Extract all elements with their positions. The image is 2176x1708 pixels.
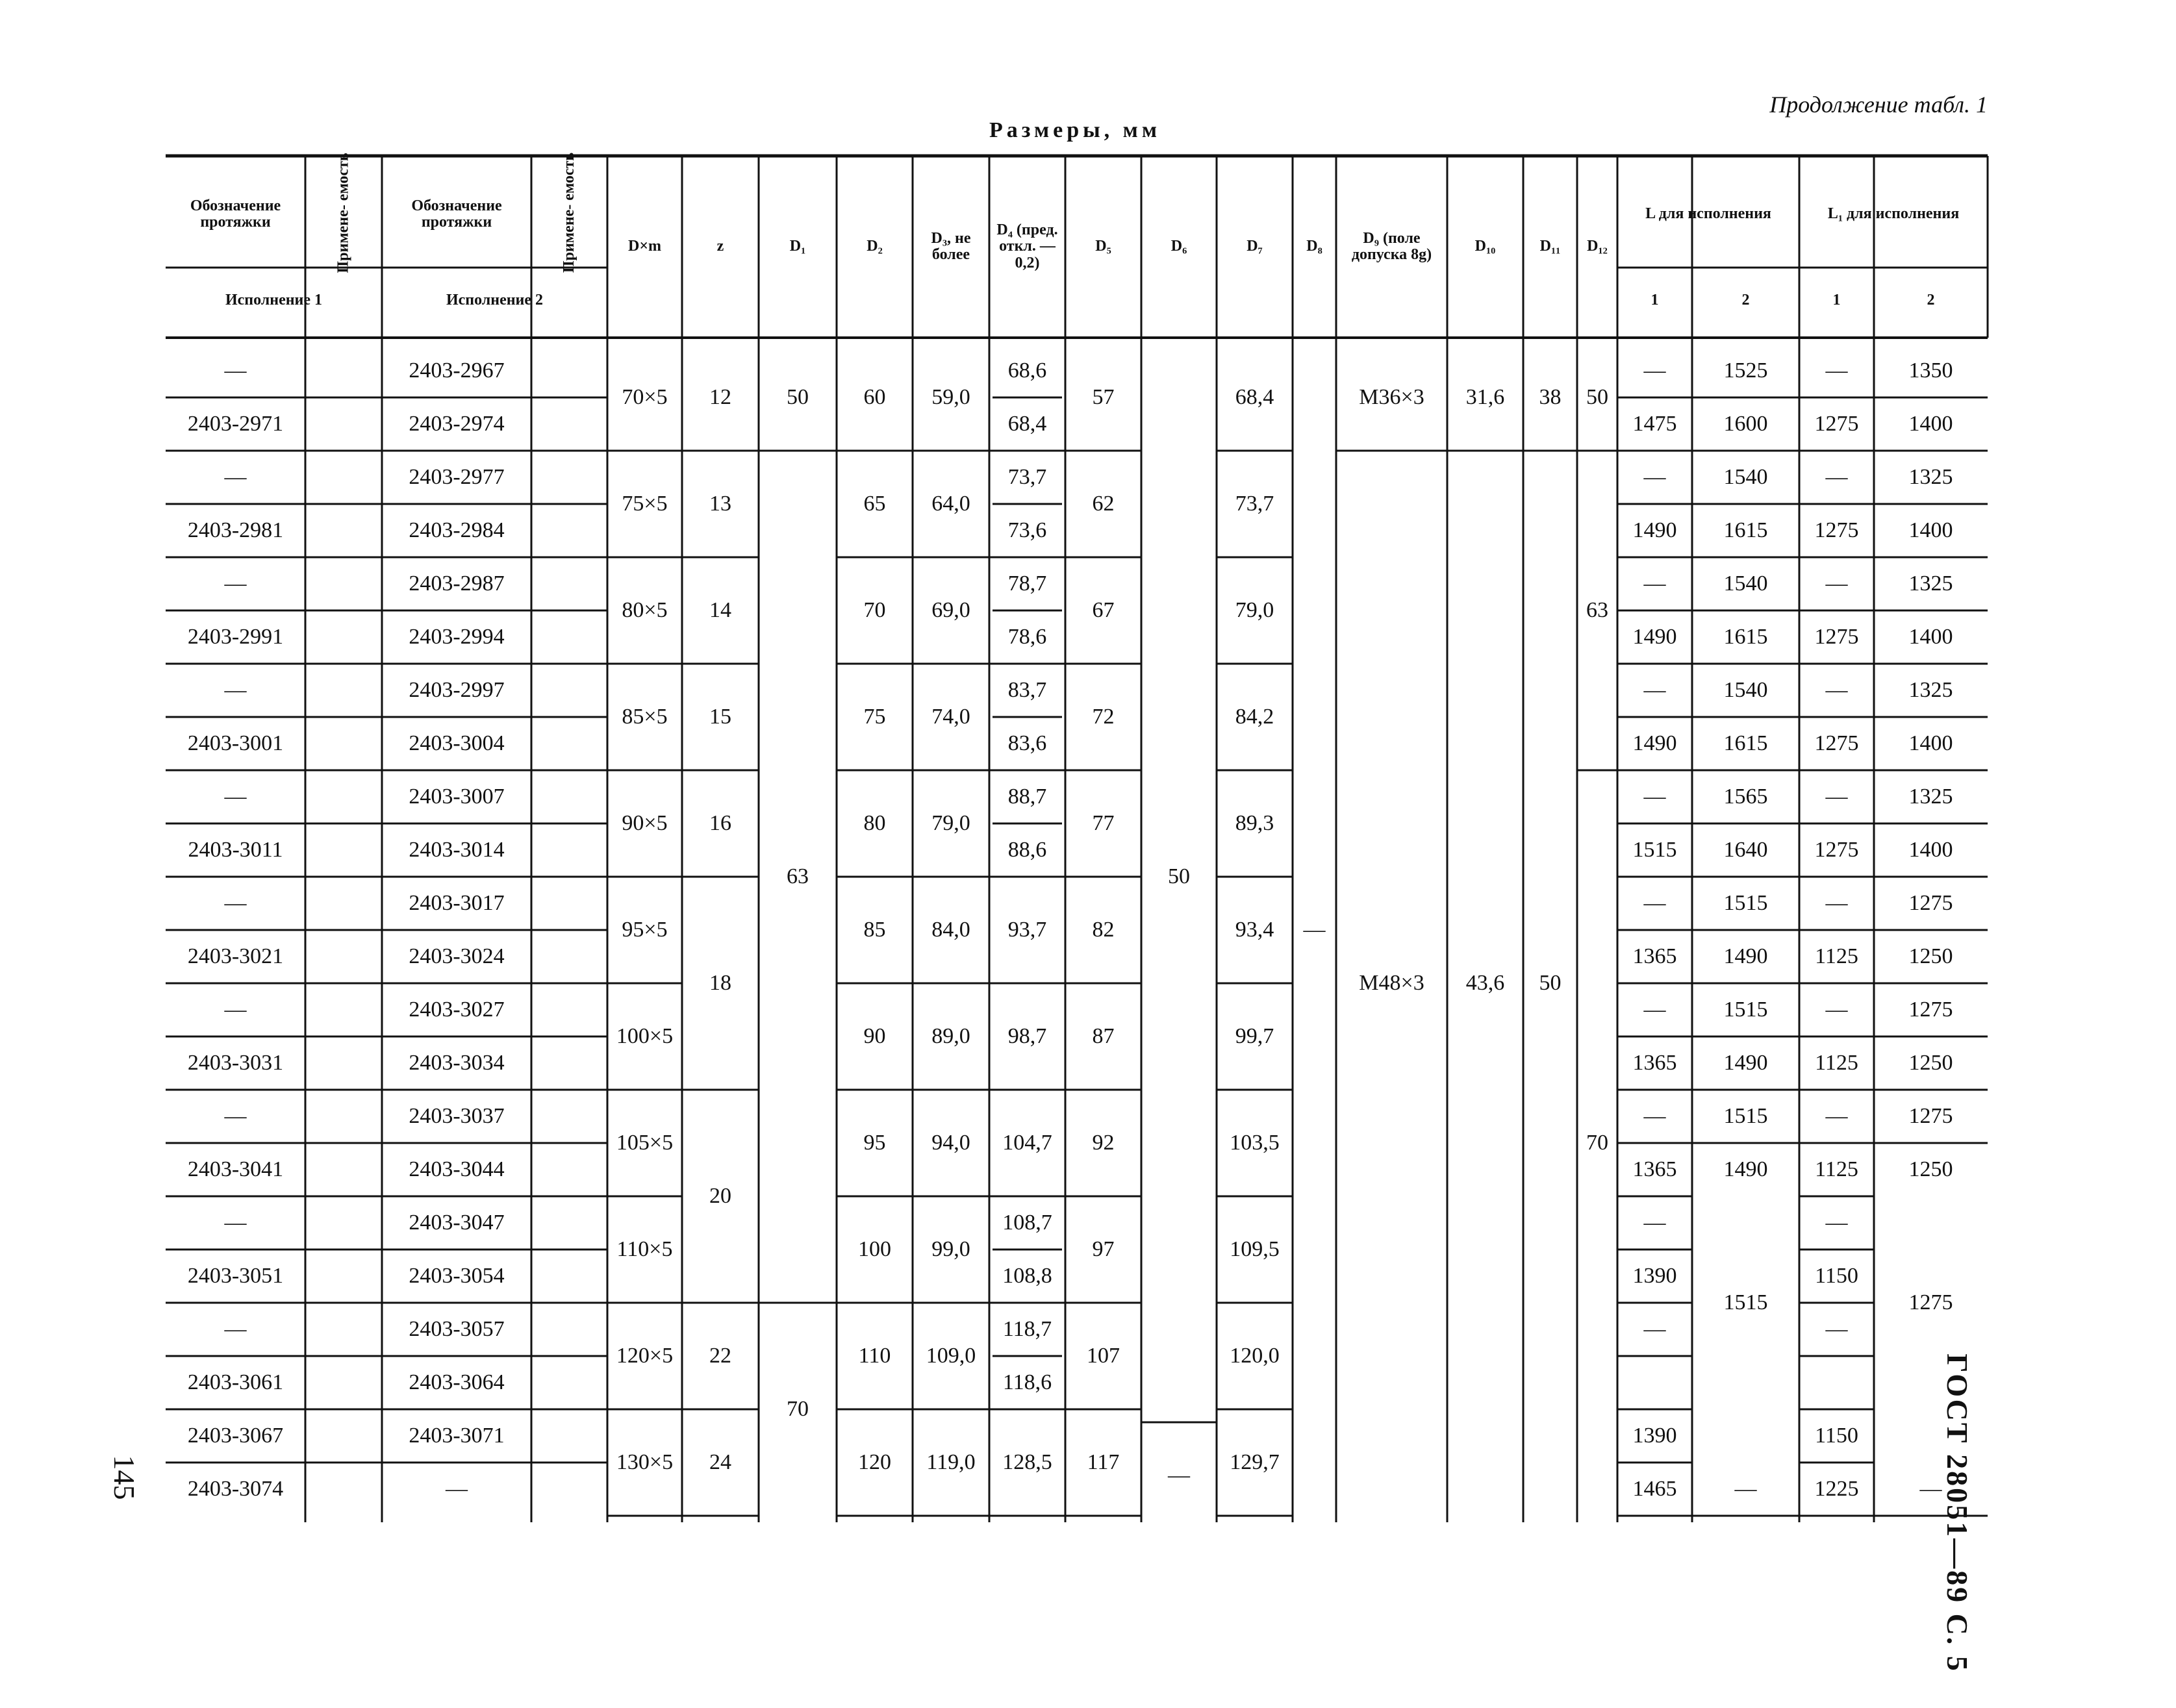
cell-execution-1: — xyxy=(224,891,247,915)
cell-execution-2: 2403-2987 xyxy=(409,571,505,596)
cell-l-exec-1: — xyxy=(1643,678,1666,702)
cell-dxm: 90×5 xyxy=(622,811,668,835)
cell-z-merged: 20 xyxy=(709,1184,731,1208)
cell-execution-1: 2403-3021 xyxy=(187,944,284,968)
d4-header: D₄ (пред. откл. —0,2) xyxy=(996,221,1058,271)
cell-d2: 75 xyxy=(863,705,886,729)
cell-l1-exec-1: 1275 xyxy=(1814,838,1859,862)
cell-d7: 99,7 xyxy=(1235,1024,1274,1048)
cell-execution-2: 2403-3027 xyxy=(409,998,505,1022)
cell-l-exec-2: 1515 xyxy=(1723,998,1768,1022)
cell-l1-exec-1: 1150 xyxy=(1815,1424,1858,1448)
cell-execution-1: 2403-2991 xyxy=(187,625,284,649)
cell-l1-exec-1: — xyxy=(1825,678,1848,702)
cell-l1-exec-2: 1250 xyxy=(1908,1157,1953,1181)
cell-execution-2: 2403-3024 xyxy=(409,944,505,968)
cell-execution-2: 2403-3004 xyxy=(409,731,505,755)
cell-l1-exec-1: 1275 xyxy=(1814,625,1859,649)
cell-l-exec-1: — xyxy=(1643,1317,1666,1341)
cell-d4: 88,6 xyxy=(1007,838,1047,862)
designation-header-2: Обозначение протяжки xyxy=(411,197,502,231)
cell-execution-2: 2403-3014 xyxy=(409,838,505,862)
cell-execution-2: 2403-3007 xyxy=(409,785,505,809)
cell-l-exec-2: 1490 xyxy=(1723,1157,1768,1181)
cell-l1-exec-1: — xyxy=(1825,571,1848,596)
cell-d2: 120 xyxy=(858,1450,891,1474)
d12-header: D₁₂ xyxy=(1587,238,1608,255)
cell-l1-exec-1: 1275 xyxy=(1814,518,1859,542)
cell-l-exec-1: 1515 xyxy=(1632,838,1677,862)
cell-d11-merged: 50 xyxy=(1539,971,1562,995)
cell-l1-exec-2: 1325 xyxy=(1908,571,1953,596)
cell-dxm: 75×5 xyxy=(622,492,668,516)
cell-dxm: 95×5 xyxy=(622,918,668,942)
cell-d4: 98,7 xyxy=(1007,1024,1047,1048)
cell-d3: 84,0 xyxy=(931,918,970,942)
cell-d3: 69,0 xyxy=(931,598,970,622)
cell-d1-merged: 63 xyxy=(787,864,809,888)
l1-header: L₁ для исполнения xyxy=(1827,205,1960,223)
cell-l1-exec-1: — xyxy=(1825,998,1848,1022)
cell-l-exec-1: — xyxy=(1643,785,1666,809)
cell-d5: 62 xyxy=(1092,492,1115,516)
cell-d4: 104,7 xyxy=(1002,1131,1052,1155)
cell-d7: 93,4 xyxy=(1235,918,1274,942)
cell-d3: 89,0 xyxy=(931,1024,970,1048)
cell-l1-exec-1: — xyxy=(1825,358,1848,383)
cell-d3: 64,0 xyxy=(931,492,970,516)
cell-l-exec-1: — xyxy=(1643,358,1666,383)
cell-d3: 79,0 xyxy=(931,811,970,835)
d10-header: D₁₀ xyxy=(1474,238,1496,255)
cell-d4: 73,7 xyxy=(1007,465,1047,489)
cell-d4: 83,7 xyxy=(1007,678,1047,702)
cell-l-exec-1: 1465 xyxy=(1632,1477,1677,1501)
cell-l1-exec-2: 1400 xyxy=(1908,625,1953,649)
cell-l1-exec-1: — xyxy=(1825,785,1848,809)
cell-l-exec-2: 1600 xyxy=(1723,412,1768,436)
cell-d2: 60 xyxy=(863,385,886,409)
cell-execution-2: 2403-2984 xyxy=(409,518,505,542)
cell-l1-exec-1: — xyxy=(1825,891,1848,915)
cell-d7: 120,0 xyxy=(1230,1344,1280,1368)
cell-dxm: 130×5 xyxy=(616,1450,674,1474)
cell-d5: 92 xyxy=(1092,1131,1115,1155)
standard-code: ГОСТ 28051—89 С. 5 xyxy=(1941,1353,1974,1673)
cell-d8-merged: — xyxy=(1303,918,1326,942)
cell-d2: 80 xyxy=(863,811,886,835)
cell-l-exec-2: 1615 xyxy=(1723,625,1768,649)
cell-d3: 109,0 xyxy=(926,1344,976,1368)
cell-execution-1: 2403-3051 xyxy=(187,1264,284,1288)
cell-l1-exec-2: 1250 xyxy=(1908,1051,1953,1075)
cell-d1-merged: 70 xyxy=(787,1397,809,1421)
cell-l1-exec-2: 1275 xyxy=(1908,998,1953,1022)
cell-dxm: 100×5 xyxy=(616,1024,674,1048)
cell-l-exec-2: 1540 xyxy=(1723,465,1768,489)
cell-execution-1: 2403-3041 xyxy=(187,1157,284,1181)
cell-d4: 128,5 xyxy=(1002,1450,1052,1474)
cell-execution-1: 2403-3061 xyxy=(187,1370,284,1394)
cell-execution-1: — xyxy=(224,785,247,809)
cell-d7: 103,5 xyxy=(1230,1131,1280,1155)
cell-execution-1: 2403-3074 xyxy=(187,1477,284,1501)
cell-d6-dash: — xyxy=(1168,1463,1190,1487)
cell-d2: 95 xyxy=(863,1131,886,1155)
d8-header: D₈ xyxy=(1306,238,1322,255)
page-number: 145 xyxy=(108,1455,141,1500)
cell-d7: 73,7 xyxy=(1235,492,1274,516)
d3-header: D₃, не более xyxy=(931,229,971,263)
cell-l-exec-2: 1615 xyxy=(1723,518,1768,542)
designation-header-1: Обозначение протяжки xyxy=(190,197,281,231)
cell-l-exec-1: 1365 xyxy=(1632,1051,1677,1075)
d7-header: D₇ xyxy=(1246,238,1263,255)
applicability-header-2: Примене- емость xyxy=(560,152,577,273)
l-header: L для исполнения xyxy=(1645,205,1771,223)
d1-header: D₁ xyxy=(789,238,806,255)
cell-execution-2: 2403-3017 xyxy=(409,891,505,915)
cell-d5: 117 xyxy=(1087,1450,1120,1474)
cell-l-exec-1: — xyxy=(1643,1211,1666,1235)
cell-d4: 78,6 xyxy=(1007,625,1047,649)
cell-l1-exec-2-merged: 1275 xyxy=(1908,1290,1953,1314)
cell-l-exec-1: 1475 xyxy=(1632,412,1677,436)
cell-execution-1: 2403-3001 xyxy=(187,731,284,755)
cell-z: 24 xyxy=(709,1450,731,1474)
cell-d5: 107 xyxy=(1087,1344,1120,1368)
cell-l1-exec-1: 1125 xyxy=(1815,1157,1858,1181)
d5-header: D₅ xyxy=(1095,238,1111,255)
cell-l-exec-2: 1615 xyxy=(1723,731,1768,755)
dimensions-title: Размеры, мм xyxy=(989,118,1161,142)
cell-l-exec-2: — xyxy=(1734,1477,1757,1501)
cell-l-exec-1: — xyxy=(1643,465,1666,489)
cell-execution-2: 2403-3047 xyxy=(409,1211,505,1235)
l-exec-1-header: 1 xyxy=(1651,291,1659,308)
cell-l1-exec-2: 1400 xyxy=(1908,838,1953,862)
cell-l1-exec-2: — xyxy=(1919,1477,1942,1501)
cell-l1-exec-2: 1325 xyxy=(1908,785,1953,809)
cell-d4: 73,6 xyxy=(1007,518,1047,542)
cell-d5: 72 xyxy=(1092,705,1115,729)
cell-d6-merged: 50 xyxy=(1168,864,1190,888)
cell-l1-exec-2: 1400 xyxy=(1908,412,1953,436)
cell-d5: 77 xyxy=(1092,811,1115,835)
d9-header: D₉ (поле допуска 8g) xyxy=(1351,229,1432,263)
cell-l1-exec-1: — xyxy=(1825,1104,1848,1128)
cell-execution-1: — xyxy=(224,998,247,1022)
cell-l1-exec-2: 1250 xyxy=(1908,944,1953,968)
cell-d12-merged: 50 xyxy=(1586,385,1608,409)
cell-z: 12 xyxy=(709,385,731,409)
cell-l-exec-2-merged: 1515 xyxy=(1723,1290,1768,1314)
cell-l-exec-2: 1490 xyxy=(1723,1051,1768,1075)
cell-l-exec-2: 1525 xyxy=(1723,358,1768,383)
cell-l-exec-2: 1515 xyxy=(1723,891,1768,915)
cell-l-exec-1: 1490 xyxy=(1632,625,1677,649)
cell-execution-1: 2403-3011 xyxy=(188,838,283,862)
cell-d10-merged: 43,6 xyxy=(1465,971,1505,995)
cell-l-exec-2: 1515 xyxy=(1723,1104,1768,1128)
cell-d2: 85 xyxy=(863,918,886,942)
cell-d7: 68,4 xyxy=(1235,385,1274,409)
cell-d3: 94,0 xyxy=(931,1131,970,1155)
cell-l-exec-1: 1490 xyxy=(1632,731,1677,755)
cell-dxm: 105×5 xyxy=(616,1131,674,1155)
cell-d9-merged: M36×3 xyxy=(1359,385,1424,409)
cell-d12-merged: 63 xyxy=(1586,598,1608,622)
cell-l-exec-2: 1640 xyxy=(1723,838,1768,862)
cell-d3: 59,0 xyxy=(931,385,970,409)
z-header: z xyxy=(716,238,724,255)
cell-d4: 108,8 xyxy=(1002,1264,1052,1288)
cell-d7: 84,2 xyxy=(1235,705,1274,729)
cell-execution-1: — xyxy=(224,1104,247,1128)
cell-z: 16 xyxy=(709,811,731,835)
applicability-header-1: Примене- емость xyxy=(335,152,352,273)
cell-d10-merged: 31,6 xyxy=(1465,385,1505,409)
cell-l1-exec-1: 1225 xyxy=(1814,1477,1859,1501)
cell-d4: 93,7 xyxy=(1007,918,1047,942)
cell-execution-1: 2403-3031 xyxy=(187,1051,284,1075)
cell-d2: 70 xyxy=(863,598,886,622)
execution-1-header: Исполнение 1 xyxy=(225,291,323,308)
cell-l-exec-2: 1540 xyxy=(1723,571,1768,596)
cell-dxm: 80×5 xyxy=(622,598,668,622)
cell-d2: 65 xyxy=(863,492,886,516)
cell-l1-exec-1: 1275 xyxy=(1814,731,1859,755)
cell-execution-1: — xyxy=(224,465,247,489)
cell-d4: 83,6 xyxy=(1007,731,1047,755)
cell-d5: 67 xyxy=(1092,598,1115,622)
cell-l1-exec-2: 1400 xyxy=(1908,731,1953,755)
cell-d3: 74,0 xyxy=(931,705,970,729)
cell-z-merged: 18 xyxy=(709,971,731,995)
cell-execution-2: 2403-2997 xyxy=(409,678,505,702)
cell-d11-merged: 38 xyxy=(1539,385,1562,409)
cell-l-exec-1: 1390 xyxy=(1632,1424,1677,1448)
cell-execution-2: — xyxy=(446,1477,468,1501)
dxm-header: D×m xyxy=(628,238,661,255)
l-exec-2-header: 2 xyxy=(1741,291,1750,308)
cell-execution-2: 2403-2974 xyxy=(409,412,505,436)
cell-d3: 99,0 xyxy=(931,1237,970,1261)
cell-execution-1: — xyxy=(224,1317,247,1341)
cell-d7: 129,7 xyxy=(1230,1450,1280,1474)
cell-execution-1: — xyxy=(224,571,247,596)
cell-l-exec-2: 1565 xyxy=(1723,785,1768,809)
cell-z: 15 xyxy=(709,705,731,729)
cell-execution-2: 2403-2994 xyxy=(409,625,505,649)
cell-l1-exec-1: — xyxy=(1825,1211,1848,1235)
cell-execution-2: 2403-3037 xyxy=(409,1104,505,1128)
cell-l1-exec-1: — xyxy=(1825,1317,1848,1341)
cell-d4: 68,4 xyxy=(1007,412,1047,436)
cell-l1-exec-1: — xyxy=(1825,465,1848,489)
cell-dxm: 70×5 xyxy=(622,385,668,409)
cell-l-exec-1: — xyxy=(1643,571,1666,596)
cell-d9-merged: M48×3 xyxy=(1359,971,1424,995)
cell-execution-1: — xyxy=(224,678,247,702)
cell-d2: 90 xyxy=(863,1024,886,1048)
cell-d4: 68,6 xyxy=(1007,358,1047,383)
cell-l1-exec-2: 1325 xyxy=(1908,678,1953,702)
cell-d5: 57 xyxy=(1092,385,1115,409)
cell-l1-exec-2: 1325 xyxy=(1908,465,1953,489)
cell-execution-1: — xyxy=(224,358,247,383)
cell-l1-exec-2: 1275 xyxy=(1908,1104,1953,1128)
cell-dxm: 110×5 xyxy=(616,1237,673,1261)
cell-l-exec-1: — xyxy=(1643,998,1666,1022)
cell-d7: 109,5 xyxy=(1230,1237,1280,1261)
cell-l1-exec-1: 1125 xyxy=(1815,944,1858,968)
l1-exec-2-header: 2 xyxy=(1927,291,1935,308)
cell-l1-exec-1: 1275 xyxy=(1814,412,1859,436)
cell-d2: 110 xyxy=(858,1344,891,1368)
cell-d1-merged: 50 xyxy=(787,385,809,409)
cell-execution-1: 2403-2981 xyxy=(187,518,284,542)
cell-l1-exec-2: 1400 xyxy=(1908,518,1953,542)
d2-header: D₂ xyxy=(867,238,883,255)
cell-d4: 118,7 xyxy=(1002,1317,1052,1341)
cell-d5: 82 xyxy=(1092,918,1115,942)
cell-execution-2: 2403-2977 xyxy=(409,465,505,489)
cell-d4: 88,7 xyxy=(1007,785,1047,809)
cell-d5: 97 xyxy=(1092,1237,1115,1261)
cell-l1-exec-2: 1350 xyxy=(1908,358,1953,383)
cell-l-exec-1: 1365 xyxy=(1632,944,1677,968)
cell-execution-2: 2403-2967 xyxy=(409,358,505,383)
continuation-label: Продолжение табл. 1 xyxy=(1769,92,1988,118)
cell-d7: 89,3 xyxy=(1235,811,1274,835)
cell-l-exec-1: 1365 xyxy=(1632,1157,1677,1181)
cell-execution-2: 2403-3054 xyxy=(409,1264,505,1288)
cell-z: 22 xyxy=(709,1344,731,1368)
cell-d2: 100 xyxy=(858,1237,891,1261)
cell-l1-exec-2: 1275 xyxy=(1908,891,1953,915)
cell-dxm: 120×5 xyxy=(616,1344,674,1368)
cell-z: 13 xyxy=(709,492,731,516)
cell-l-exec-1: — xyxy=(1643,1104,1666,1128)
cell-d4: 108,7 xyxy=(1002,1211,1052,1235)
l1-exec-1-header: 1 xyxy=(1832,291,1841,308)
cell-execution-1: 2403-3067 xyxy=(187,1424,284,1448)
cell-l-exec-1: 1490 xyxy=(1632,518,1677,542)
cell-z: 14 xyxy=(709,598,731,622)
cell-execution-2: 2403-3044 xyxy=(409,1157,505,1181)
cell-dxm: 85×5 xyxy=(622,705,668,729)
d11-header: D₁₁ xyxy=(1539,238,1561,255)
cell-d5: 87 xyxy=(1092,1024,1115,1048)
cell-l1-exec-1: 1125 xyxy=(1815,1051,1858,1075)
cell-d4: 118,6 xyxy=(1002,1370,1052,1394)
cell-execution-2: 2403-3057 xyxy=(409,1317,505,1341)
cell-d4: 78,7 xyxy=(1007,571,1047,596)
d6-header: D₆ xyxy=(1170,238,1187,255)
cell-l-exec-2: 1540 xyxy=(1723,678,1768,702)
cell-l-exec-1: — xyxy=(1643,891,1666,915)
cell-d7: 79,0 xyxy=(1235,598,1274,622)
cell-l-exec-2: 1490 xyxy=(1723,944,1768,968)
execution-2-header: Исполнение 2 xyxy=(446,291,544,308)
cell-execution-2: 2403-3064 xyxy=(409,1370,505,1394)
cell-l1-exec-1: 1150 xyxy=(1815,1264,1858,1288)
cell-execution-2: 2403-3071 xyxy=(409,1424,505,1448)
cell-d3: 119,0 xyxy=(926,1450,976,1474)
cell-d12-merged: 70 xyxy=(1586,1131,1608,1155)
cell-l-exec-1: 1390 xyxy=(1632,1264,1677,1288)
cell-execution-2: 2403-3034 xyxy=(409,1051,505,1075)
cell-execution-1: 2403-2971 xyxy=(187,412,284,436)
cell-execution-1: — xyxy=(224,1211,247,1235)
